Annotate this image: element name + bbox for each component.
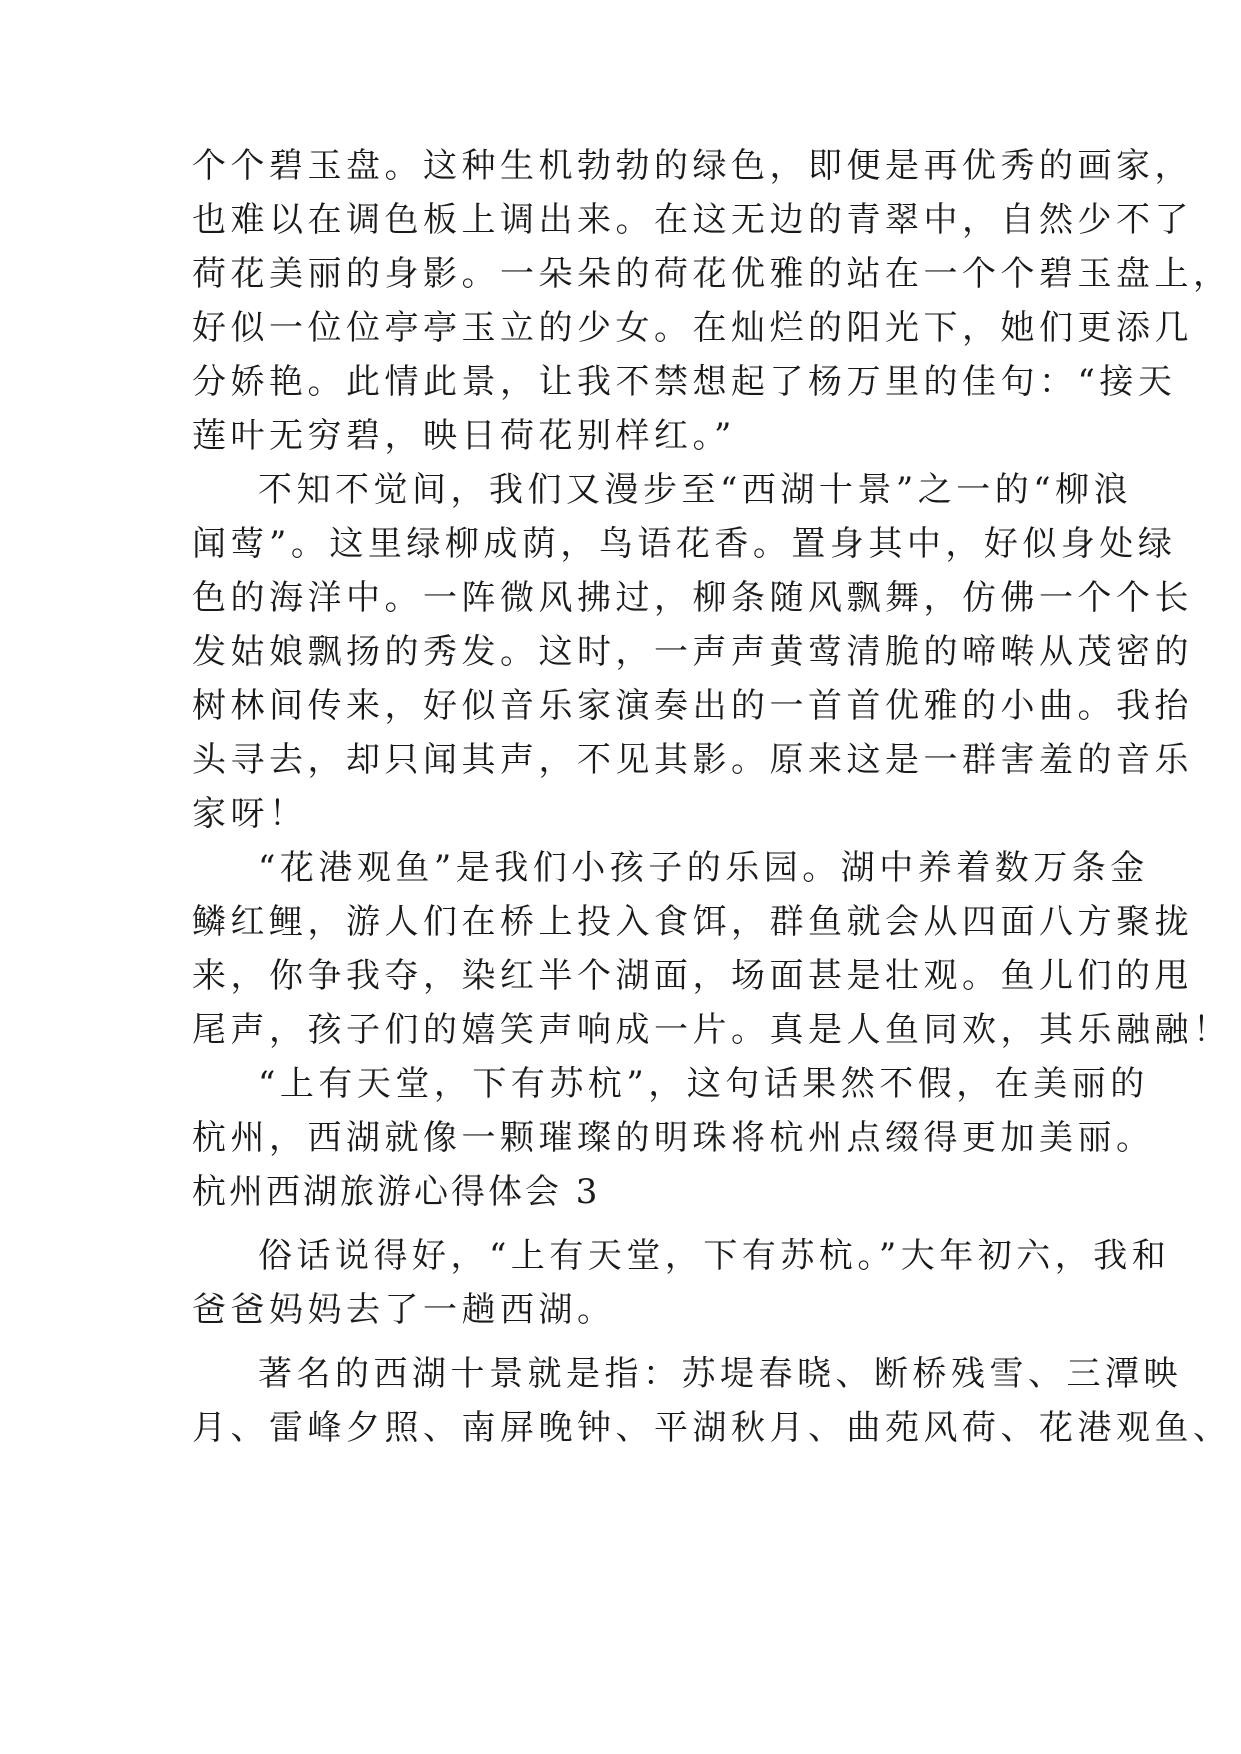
- text-line: 来，你争我夺，染红半个湖面，场面甚是壮观。鱼儿们的甩: [192, 956, 1193, 996]
- paragraph-start-line: 俗话说得好，“上有天堂，下有苏杭。”大年初六，我和: [258, 1236, 1171, 1276]
- text-line: 树林间传来，好似音乐家演奏出的一首首优雅的小曲。我抬: [192, 686, 1193, 726]
- text-line: 发姑娘飘扬的秀发。这时，一声声黄莺清脆的啼啭从茂密的: [192, 632, 1193, 672]
- text-line: 闻莺”。这里绿柳成荫，鸟语花香。置身其中，好似身处绿: [192, 524, 1177, 564]
- text-line: 杭州，西湖就像一颗璀璨的明珠将杭州点缀得更加美丽。: [192, 1118, 1155, 1158]
- text-line: 荷花美丽的身影。一朵朵的荷花优雅的站在一个个碧玉盘上，: [192, 254, 1232, 294]
- text-line: 头寻去，却只闻其声，不见其影。原来这是一群害羞的音乐: [192, 740, 1193, 780]
- text-line: 月、雷峰夕照、南屏晚钟、平湖秋月、曲苑风荷、花港观鱼、: [192, 1408, 1232, 1448]
- paragraph-start-line: 著名的西湖十景就是指：苏堤春晓、断桥残雪、三潭映: [258, 1354, 1182, 1394]
- text-line: 家呀！: [192, 794, 308, 834]
- text-line: 个个碧玉盘。这种生机勃勃的绿色，即便是再优秀的画家，: [192, 146, 1193, 186]
- paragraph-start-line: 不知不觉间，我们又漫步至“西湖十景”之一的“柳浪: [258, 470, 1133, 510]
- text-line: 尾声，孩子们的嬉笑声响成一片。真是人鱼同欢，其乐融融！: [192, 1010, 1232, 1050]
- text-line: 也难以在调色板上调出来。在这无边的青翠中，自然少不了: [192, 200, 1193, 240]
- paragraph-start-line: “花港观鱼”是我们小孩子的乐园。湖中养着数万条金: [258, 848, 1149, 888]
- paragraph-start-line: “上有天堂，下有苏杭”，这句话果然不假，在美丽的: [258, 1064, 1149, 1104]
- text-line: 爸爸妈妈去了一趟西湖。: [192, 1290, 616, 1330]
- text-line: 好似一位位亭亭玉立的少女。在灿烂的阳光下，她们更添几: [192, 308, 1193, 348]
- text-line: 鳞红鲤，游人们在桥上投入食饵，群鱼就会从四面八方聚拢: [192, 902, 1193, 942]
- section-heading: 杭州西湖旅游心得体会 3: [192, 1172, 601, 1212]
- text-line: 分娇艳。此情此景，让我不禁想起了杨万里的佳句：“接天: [192, 362, 1177, 402]
- text-line: 莲叶无穷碧，映日荷花别样红。”: [192, 416, 736, 456]
- text-line: 色的海洋中。一阵微风拂过，柳条随风飘舞，仿佛一个个长: [192, 578, 1193, 618]
